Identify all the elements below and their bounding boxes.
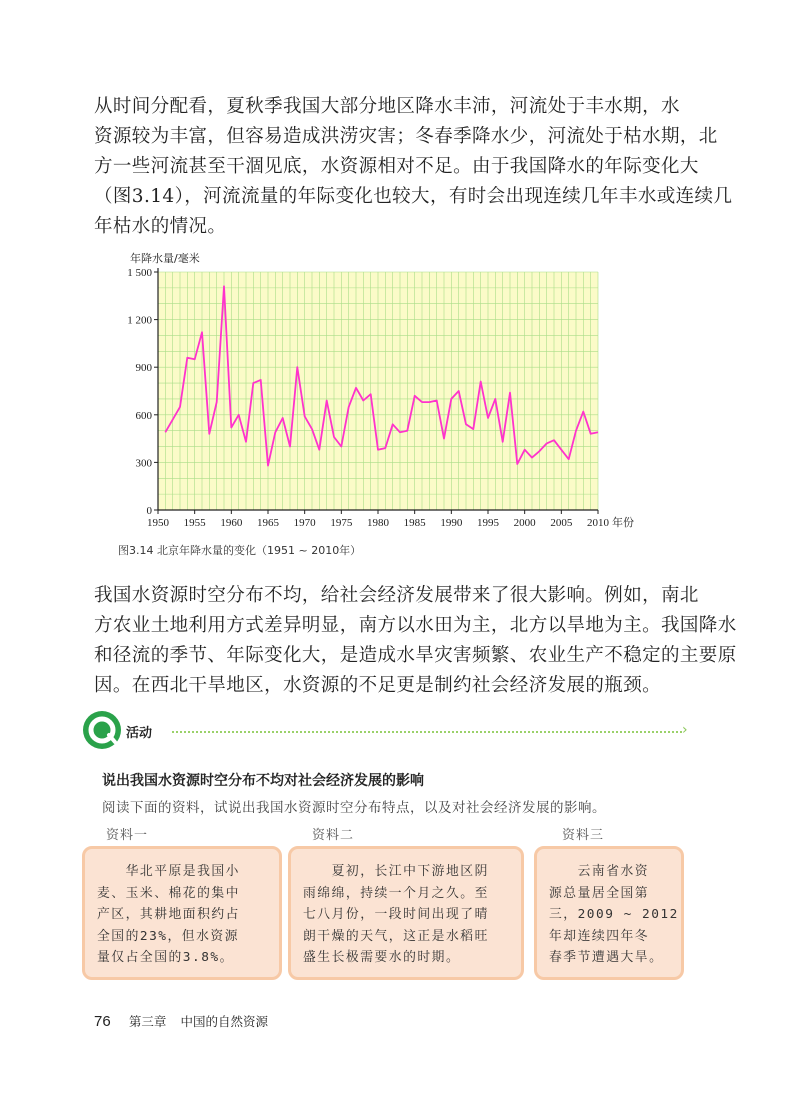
paragraph-2 [94, 581, 737, 701]
material-1-box [82, 846, 282, 980]
activity-heading: 说出我国水资源时空分布不均对社会经济发展的影响 [102, 773, 424, 789]
chart-svg [110, 244, 670, 544]
material-2-title: 资料二 [312, 828, 355, 843]
activity-header [82, 710, 692, 752]
x-tick-label: 1975 [330, 517, 353, 529]
chapter-label: 第三章 [128, 1014, 167, 1029]
material-3-title: 资料三 [562, 828, 605, 843]
x-tick-label: 2005 [550, 517, 573, 529]
precipitation-chart [110, 244, 670, 544]
material-text-line: 云南省水资 [549, 864, 650, 879]
material-text-line: 三，2009 ~ 2012 [549, 907, 679, 922]
y-tick-label: 0 [146, 505, 152, 517]
page-footer [94, 1012, 268, 1030]
x-tick-label: 1970 [293, 517, 316, 529]
activity-instruction: 阅读下面的资料，试说出我国水资源时空分布特点，以及对社会经济发展的影响。 [102, 800, 606, 816]
paragraph-line: 和径流的季节、年际变化大，是造成水旱灾害频繁、农业生产不稳定的主要原 [94, 645, 737, 666]
paragraph-line: （图3.14），河流流量的年际变化也较大，有时会出现连续几年丰水或连续几 [94, 186, 733, 207]
page-number: 76 [94, 1013, 111, 1030]
y-tick-label: 1 200 [127, 314, 152, 327]
chevron-right-icon: › [682, 722, 688, 738]
material-text-line: 全国的23%，但水资源 [97, 928, 239, 944]
paragraph-1 [94, 92, 733, 242]
y-tick-label: 900 [135, 362, 152, 375]
activity-divider [172, 731, 682, 733]
activity-label: 活动 [126, 726, 153, 741]
paragraph-line: 年枯水的情况。 [94, 216, 227, 237]
material-1-title: 资料一 [106, 828, 149, 843]
paragraph-line: 因。在西北干旱地区，水资源的不足更是制约社会经济发展的瓶颈。 [94, 675, 662, 696]
material-text-line: 盛生长极需要水的时期。 [303, 950, 461, 965]
x-tick-label: 1965 [257, 517, 279, 529]
paragraph-line: 方一些河流甚至干涸见底，水资源相对不足。由于我国降水的年际变化大 [94, 156, 699, 177]
paragraph-line: 资源较为丰富，但容易造成洪涝灾害；冬春季降水少，河流处于枯水期，北 [94, 126, 718, 147]
x-tick-label: 1985 [403, 517, 426, 529]
y-axis-label: 年降水量/毫米 [130, 252, 200, 265]
x-tick-label: 1980 [367, 517, 389, 529]
paragraph-line: 从时间分配看，夏秋季我国大部分地区降水丰沛，河流处于丰水期，水 [94, 96, 680, 117]
x-tick-label: 1960 [220, 517, 243, 529]
material-2-box [288, 846, 524, 980]
material-text-line: 产区，其耕地面积约占 [97, 907, 240, 922]
material-text-line: 源总量居全国第 [549, 885, 650, 901]
material-text-line: 麦、玉米、棉花的集中 [97, 885, 240, 901]
y-tick-label: 600 [135, 409, 152, 422]
material-text-line: 年却连续四年冬 [549, 928, 650, 944]
material-text-line: 夏初，长江中下游地区阴 [303, 864, 489, 879]
material-text-line: 七八月份，一段时间出现了晴 [303, 907, 489, 922]
x-tick-label: 1995 [477, 517, 499, 529]
chapter-title: 中国的自然资源 [180, 1014, 268, 1029]
material-text-line: 量仅占全国的3.8%。 [97, 950, 234, 965]
material-text-line: 春季节遭遇大旱。 [549, 950, 664, 965]
paragraph-line: 我国水资源时空分布不均，给社会经济发展带来了很大影响。例如，南北 [94, 585, 699, 606]
x-tick-label: 2000 [513, 517, 536, 529]
activity-ring-icon [82, 710, 122, 750]
material-text-line: 雨绵绵，持续一个月之久。至 [303, 885, 489, 901]
material-text-line: 朗干燥的天气，这正是水稻旺 [303, 928, 489, 944]
material-text-line: 华北平原是我国小 [97, 864, 240, 879]
x-tick-label: 1990 [440, 517, 463, 529]
material-3-box [534, 846, 684, 980]
x-tick-label: 1955 [183, 517, 206, 529]
x-axis-label: 年份 [612, 516, 634, 529]
paragraph-line: 方农业土地利用方式差异明显，南方以水田为主，北方以旱地为主。我国降水 [94, 615, 737, 636]
x-tick-label: 1950 [147, 517, 169, 529]
chart-caption: 图3.14 北京年降水量的变化（1951 ~ 2010年） [118, 544, 362, 557]
y-tick-label: 1 500 [127, 267, 152, 279]
x-tick-label: 2010 [587, 517, 609, 529]
y-tick-label: 300 [135, 457, 152, 470]
